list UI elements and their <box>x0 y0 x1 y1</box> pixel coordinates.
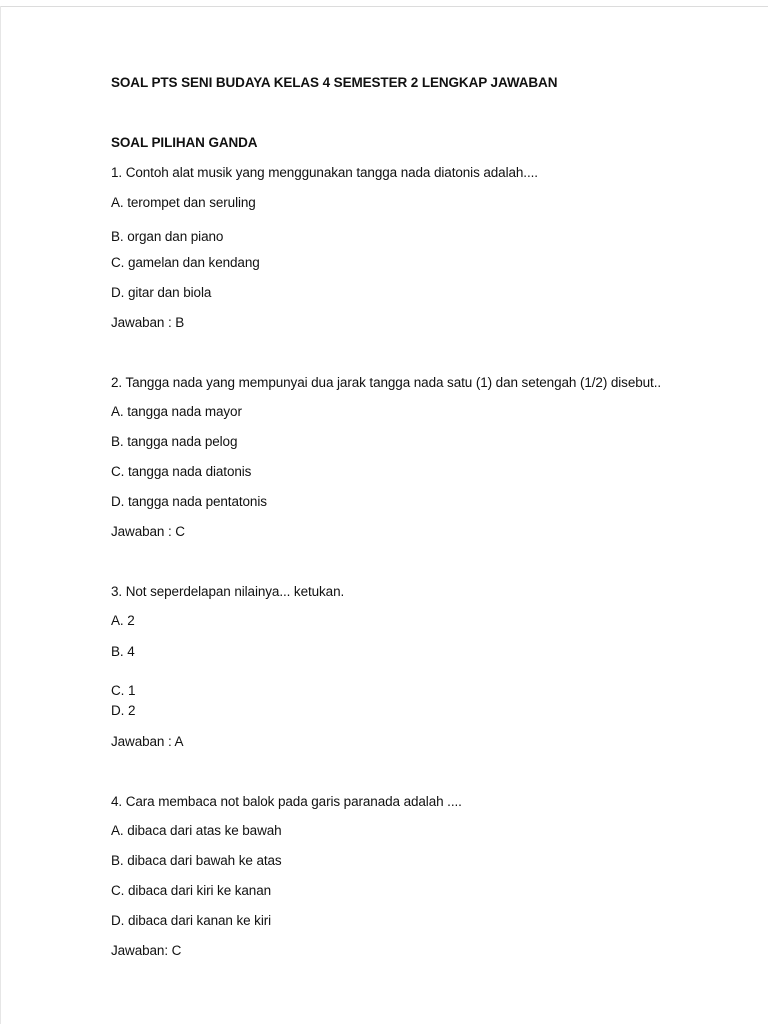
question-4-text: 4. Cara membaca not balok pada garis paranada adalah .... <box>111 794 462 809</box>
question-1-option-a: A. terompet dan seruling <box>111 195 256 210</box>
question-4-option-a: A. dibaca dari atas ke bawah <box>111 823 282 838</box>
question-2-option-b: B. tangga nada pelog <box>111 434 238 449</box>
question-3-option-b: B. 4 <box>111 644 135 659</box>
question-1-answer: Jawaban : B <box>111 315 185 330</box>
question-4-answer: Jawaban: C <box>111 943 182 958</box>
question-4-option-d: D. dibaca dari kanan ke kiri <box>111 913 272 928</box>
question-4-option-b: B. dibaca dari bawah ke atas <box>111 853 282 868</box>
question-4-option-c: C. dibaca dari kiri ke kanan <box>111 883 272 898</box>
document-title: SOAL PTS SENI BUDAYA KELAS 4 SEMESTER 2 LENGKAP JAWABAN <box>111 75 558 90</box>
page-left-border <box>0 6 1 1024</box>
question-3-answer: Jawaban : A <box>111 734 184 749</box>
question-2-text: 2. Tangga nada yang mempunyai dua jarak tangga nada satu (1) dan setengah (1/2) disebut.. <box>111 375 661 390</box>
question-2-option-a: A. tangga nada mayor <box>111 404 242 419</box>
question-2-option-d: D. tangga nada pentatonis <box>111 494 267 509</box>
page-top-border <box>0 6 768 7</box>
question-1-option-d: D. gitar dan biola <box>111 285 212 300</box>
question-3-option-c: C. 1 <box>111 683 136 698</box>
question-1-text: 1. Contoh alat musik yang menggunakan tangga nada diatonis adalah.... <box>111 165 538 180</box>
section-heading: SOAL PILIHAN GANDA <box>111 135 258 150</box>
question-1-option-c: C. gamelan dan kendang <box>111 255 260 270</box>
question-3-option-d: D. 2 <box>111 703 136 718</box>
question-2-answer: Jawaban : C <box>111 524 185 539</box>
question-3-option-a: A. 2 <box>111 613 135 628</box>
question-2-option-c: C. tangga nada diatonis <box>111 464 252 479</box>
question-1-option-b: B. organ dan piano <box>111 229 224 244</box>
question-3-text: 3. Not seperdelapan nilainya... ketukan. <box>111 584 345 599</box>
